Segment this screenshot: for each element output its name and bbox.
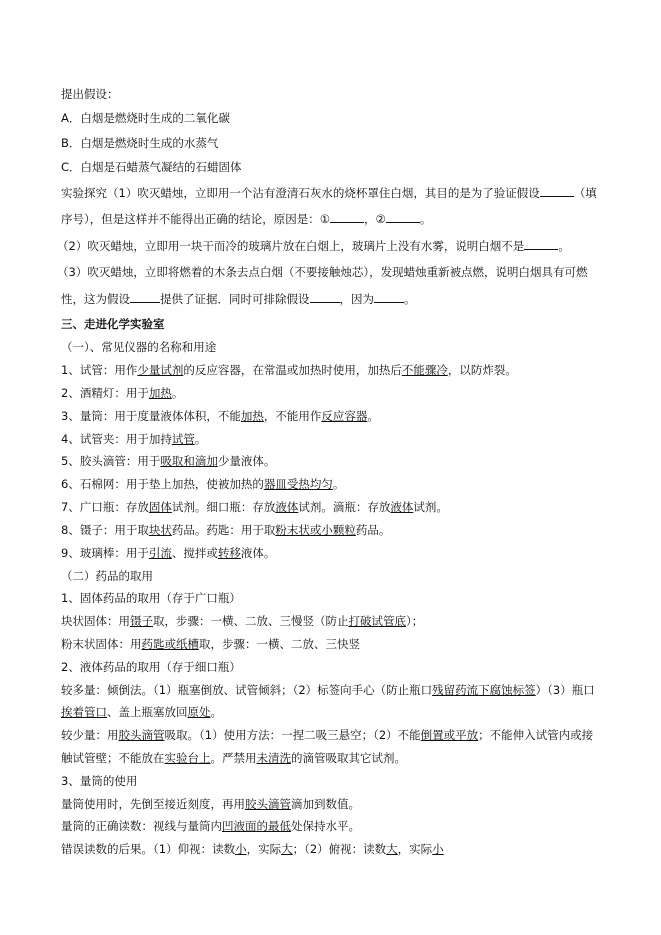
answer-blank[interactable] (524, 238, 558, 250)
subsection-1-heading: （一）、常见仪器的名称和用途 (61, 340, 217, 354)
section-3-heading: 三、走进化学实验室 (61, 317, 165, 331)
hypothesis-title: 提出假设： (61, 87, 119, 101)
cylinder-line-1: 量筒使用时，先倒至接近刻度，再用胶头滴管滴加到数值。 (61, 797, 360, 811)
cylinder-line-2: 量筒的正确读数：视线与量筒内凹液面的最低处保持水平。 (61, 819, 360, 833)
instrument-item-7: 7、广口瓶：存放固体试剂。细口瓶：存放液体试剂。滴瓶：存放液体试剂。 (61, 500, 448, 514)
cylinder-heading: 3、量筒的使用 (61, 774, 138, 788)
instrument-item-1: 1、试管：用作少量试剂的反应容器，在常温或加热时使用，加热后不能骤冷，以防炸裂。 (61, 363, 517, 377)
answer-blank[interactable] (374, 291, 404, 303)
explore-line-5: 性，这为假设 提供了证据．同时可排除假设 ，因为 。 (61, 292, 416, 306)
instrument-item-3: 3、量筒：用于度量液体体积，不能加热，不能用作反应容器。 (61, 409, 379, 423)
explore-line-4: （3）吹灭蜡烛，立即将燃着的木条去点白烟（不要接触烛芯），发现蜡烛重新被点燃，说明白烟具有可燃 (57, 265, 588, 279)
liquid-reagent-heading: 2、液体药品的取用（存于细口瓶） (61, 660, 241, 674)
hypothesis-c: C．白烟是石蜡蒸气凝结的石蜡固体 (61, 160, 242, 174)
instrument-item-9: 9、玻璃棒：用于引流、搅拌或转移液体。 (61, 546, 276, 560)
instrument-item-2: 2、酒精灯：用于加热。 (61, 386, 184, 400)
explore-line-3: （2）吹灭蜡烛，立即用一块干而冷的玻璃片放在白烟上，玻璃片上没有水雾，说明白烟不是 。 (57, 239, 570, 253)
instrument-item-8: 8、镊子：用于取块状药品。药匙：用于取粉末状或小颗粒药品。 (61, 523, 391, 537)
pour-method-line-2: 挨着管口、盖上瓶塞放回原处。 (61, 705, 222, 719)
instrument-item-5: 5、胶头滴管：用于吸取和滴加少量液体。 (61, 454, 276, 468)
answer-blank[interactable] (386, 211, 420, 223)
hypothesis-b: B．白烟是燃烧时生成的水蒸气 (61, 136, 219, 150)
block-solid-line: 块状固体：用镊子取，步骤：一横、二放、三慢竖（防止打破试管底）； (61, 614, 424, 628)
answer-blank[interactable] (130, 291, 160, 303)
dropper-line-2: 触试管壁；不能放在实验台上。严禁用未清洗的滴管吸取其它试剂。 (61, 751, 406, 765)
answer-blank[interactable] (310, 291, 340, 303)
cylinder-line-3: 错误读数的后果。（1）仰视：读数小，实际大；（2）俯视：读数大，实际小 (61, 842, 444, 856)
explore-line-2: 序号），但是这样并不能得出正确的结论，原因是：① ，② 。 (61, 212, 432, 226)
answer-blank[interactable] (540, 185, 574, 197)
explore-line-1: 实验探究（1）吹灭蜡烛，立即用一个沾有澄清石灰水的烧杯罩住白烟，其目的是为了验证假设 （填 (61, 186, 597, 200)
pour-method-line-1: 较多量：倾倒法。（1）瓶塞倒放、试管倾斜；（2）标签向手心（防止瓶口残留药流下腐蚀标签）（3）瓶口 (61, 683, 595, 697)
solid-reagent-heading: 1、固体药品的取用（存于广口瓶） (61, 591, 241, 605)
instrument-item-6: 6、石棉网：用于垫上加热，使被加热的器皿受热均匀。 (61, 477, 345, 491)
answer-blank[interactable] (330, 211, 364, 223)
instrument-item-4: 4、试管夹：用于加持试管。 (61, 432, 207, 446)
powder-solid-line: 粉末状固体：用药匙或纸槽取，步骤：一横、二放、三快竖 (61, 637, 360, 651)
subsection-2-heading: （二）药品的取用 (61, 569, 153, 583)
hypothesis-a: A．白烟是燃烧时生成的二氧化碳 (61, 111, 230, 125)
dropper-line-1: 较少量：用胶头滴管吸取。（1）使用方法：一捏二吸三悬空；（2）不能倒置或平放；不能伸入试管内或接 (61, 728, 594, 742)
